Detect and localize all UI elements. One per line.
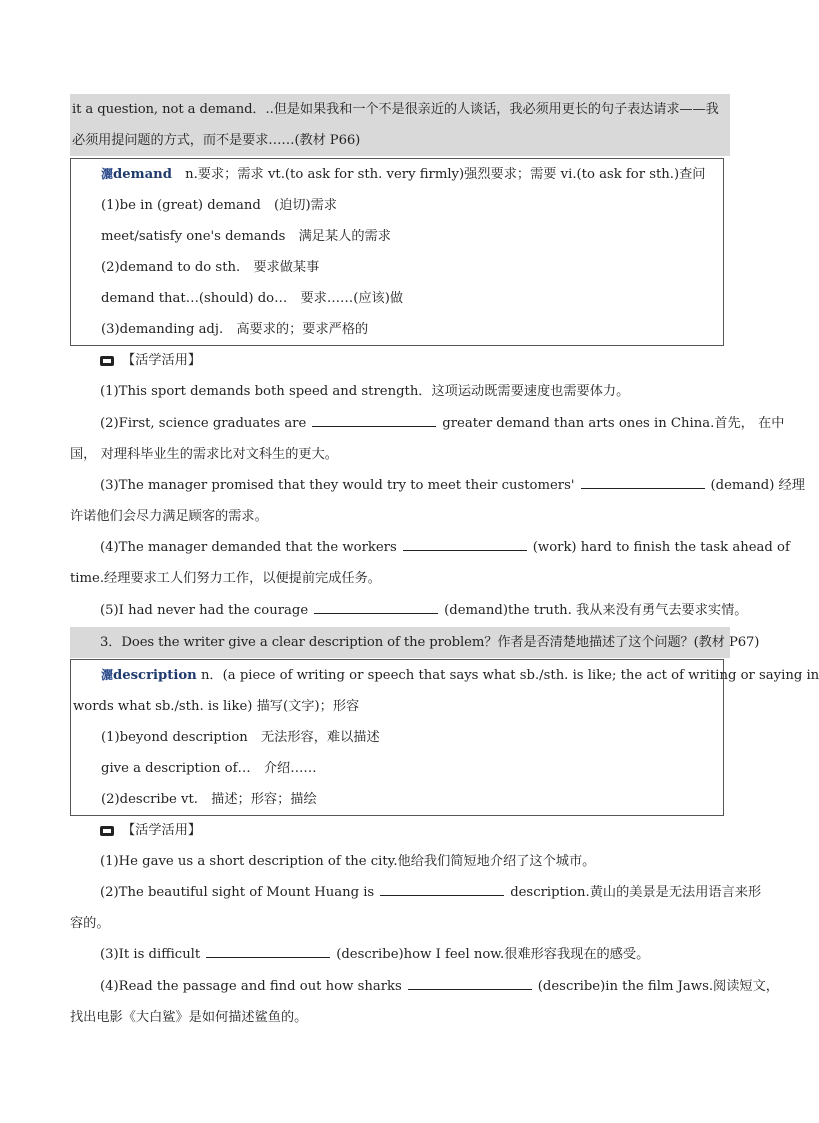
vocab-definition	[71, 660, 819, 691]
definition-text: n.要求；需求 vt.(to ask for sth. very firmly)强烈要求；需要 vi.(to ask for sth.)查问	[171, 167, 706, 182]
exercise-line: (1)This sport demands both speed and strength．这项运动既需要速度也需要体力。	[100, 384, 630, 399]
usage-item: meet/satisfy one's demands 满足某人的需求	[101, 229, 391, 244]
headword: demand	[113, 167, 172, 182]
exercise-line: 国， 对理科毕业生的需求比对文科生的更大。	[70, 447, 338, 462]
exercise-line: time.经理要求工人们努力工作，以便提前完成任务。	[70, 571, 381, 586]
exercise-text: (work) hard to finish the task ahead of	[532, 540, 790, 555]
context-line-2: 必须用提问题的方式，而不是要求……(教材 P66)	[72, 133, 361, 148]
question-text: 3．Does the writer give a clear description of the problem？作者是否清楚地描述了这个问题？(教材 P67)	[100, 635, 760, 650]
exercise-text: (4)Read the passage and find out how sharks	[100, 979, 402, 994]
exercise-line	[100, 600, 748, 622]
exercise-line: 找出电影《大白鲨》是如何描述鲨鱼的。	[70, 1010, 308, 1025]
context-sentence-bar	[70, 94, 730, 156]
pen-icon	[100, 356, 114, 366]
exercise-text: (demand) 经理	[710, 478, 805, 493]
answer-blank[interactable]	[408, 976, 532, 990]
practice-heading-text: 【活学活用】	[122, 823, 202, 838]
context-line-1: it a question, not a demand．..但是如果我和一个不是很亲近的人谈话，我必须用更长的句子表达请求——我	[72, 102, 719, 117]
exercise-text: (3)It is difficult	[100, 947, 201, 962]
headword: description	[113, 668, 197, 683]
vocab-box-demand	[70, 158, 724, 346]
usage-item: (2)describe vt. 描述；形容；描绘	[101, 792, 317, 807]
exercise-text: (2)The beautiful sight of Mount Huang is	[100, 885, 375, 900]
answer-blank[interactable]	[312, 413, 436, 427]
exercise-text: (demand)the truth. 我从来没有勇气去要求实情。	[444, 603, 748, 618]
definition-continued: words what sb./sth. is like) 描写(文字)；形容	[73, 699, 360, 714]
exercise-line: (1)He gave us a short description of the city.他给我们简短地介绍了这个城市。	[100, 854, 596, 869]
answer-blank[interactable]	[314, 600, 438, 614]
exercise-line	[100, 413, 785, 435]
flag-icon: 灑	[101, 668, 114, 682]
exercise-line: 许诺他们会尽力满足顾客的需求。	[70, 509, 268, 524]
usage-item: (1)beyond description 无法形容，难以描述	[101, 730, 380, 745]
pen-icon	[100, 826, 114, 836]
definition-text: n．(a piece of writing or speech that says what sb./sth. is like; the act of writing or saying in	[196, 668, 819, 683]
exercise-text: (3)The manager promised that they would try to meet their customers'	[100, 478, 575, 493]
practice-heading	[100, 820, 201, 842]
exercise-text: (describe)how I feel now.很难形容我现在的感受。	[336, 947, 650, 962]
exercise-line	[100, 944, 725, 966]
usage-item: demand that…(should) do… 要求……(应该)做	[101, 291, 404, 306]
vocab-box-description	[70, 659, 819, 816]
usage-item: (3)demanding adj. 高要求的；要求严格的	[101, 322, 369, 337]
exercise-line	[100, 976, 779, 998]
exercise-line	[100, 537, 790, 559]
flag-icon: 灑	[101, 167, 114, 181]
exercise-line	[100, 882, 762, 904]
usage-item: (1)be in (great) demand (迫切)需求	[101, 198, 337, 213]
exercise-line	[100, 475, 805, 497]
practice-heading-text: 【活学活用】	[122, 353, 202, 368]
answer-blank[interactable]	[380, 882, 504, 896]
exercise-text: (4)The manager demanded that the workers	[100, 540, 397, 555]
exercise-line: 容的。	[70, 916, 110, 931]
exercise-text: (describe)in the film Jaws.阅读短文，	[537, 979, 779, 994]
exercise-text: description.黄山的美景是无法用语言来形	[510, 885, 762, 900]
answer-blank[interactable]	[581, 475, 705, 489]
exercise-text: greater demand than arts ones in China.首先， 在中	[442, 416, 785, 431]
practice-heading	[100, 350, 201, 372]
answer-blank[interactable]	[206, 944, 330, 958]
exercise-text: (2)First, science graduates are	[100, 416, 307, 431]
answer-blank[interactable]	[403, 537, 527, 551]
vocab-definition	[71, 159, 723, 190]
question-bar	[70, 627, 760, 658]
usage-item: give a description of… 介绍……	[101, 761, 317, 776]
usage-item: (2)demand to do sth. 要求做某事	[101, 260, 320, 275]
exercise-text: (5)I had never had the courage	[100, 603, 309, 618]
